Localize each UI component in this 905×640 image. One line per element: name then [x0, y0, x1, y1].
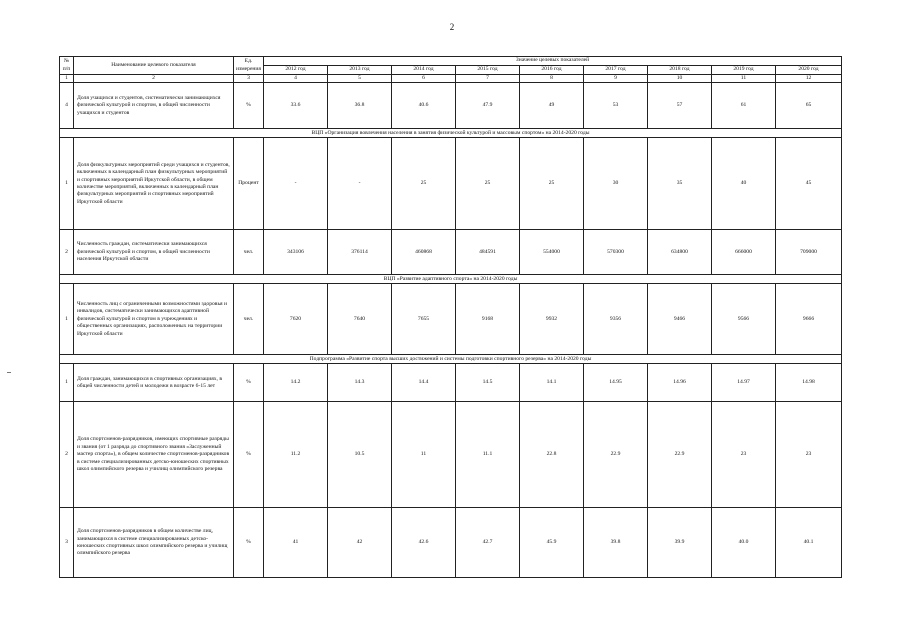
section-row — [60, 129, 842, 138]
index-cell: 3 — [234, 75, 264, 83]
header-year: 2015 год — [456, 66, 520, 75]
section-title: Подпрограмма «Развитие спорта высших достижений и системы подготовки спортивного резерва» на 2014-2020 годы — [60, 355, 842, 364]
row-value: 10.5 — [328, 402, 392, 508]
row-value: 14.96 — [648, 364, 712, 402]
row-value: 53 — [584, 83, 648, 129]
row-unit: чел. — [234, 284, 264, 355]
row-value: 33.6 — [264, 83, 328, 129]
row-value: 45 — [776, 138, 842, 230]
targets-table — [59, 56, 842, 578]
row-num: 3 — [60, 508, 74, 578]
row-value: 554000 — [520, 230, 584, 275]
row-value: 61 — [712, 83, 776, 129]
row-num: 1 — [60, 138, 74, 230]
row-value: 25 — [392, 138, 456, 230]
row-value: 9466 — [648, 284, 712, 355]
row-value: 14.1 — [520, 364, 584, 402]
table-row — [60, 402, 842, 508]
row-value: 42.7 — [456, 508, 520, 578]
section-title: ВЦП «Организация вовлечения населения в занятия физической культурой и массовым спортом» на 2014-2020 годы — [60, 129, 842, 138]
index-cell: 6 — [392, 75, 456, 83]
row-value: 35 — [648, 138, 712, 230]
row-value: 23 — [776, 402, 842, 508]
row-name: Доля спортсменов-разрядников, имеющих спортивные разряды и звания (от 1 разряда до спортивного звания «Заслуженный мастер спорта»), в общем количестве спортсменов-разрядников в системе специализированных детско-юношеских спортивных школ олимпийского резерва и училищ олимпийского резерва — [74, 402, 234, 508]
row-name: Численность граждан, систематически занимающихся физической культурой и спортом, в общей численности населения Иркутской области — [74, 230, 234, 275]
row-value: 14.4 — [392, 364, 456, 402]
header-num: № п/п — [60, 57, 74, 75]
index-cell: 5 — [328, 75, 392, 83]
table-row — [60, 138, 842, 230]
header-year: 2019 год — [712, 66, 776, 75]
row-unit: % — [234, 364, 264, 402]
row-value: 11 — [392, 402, 456, 508]
table-row — [60, 364, 842, 402]
row-unit: чел. — [234, 230, 264, 275]
header-year: 2018 год — [648, 66, 712, 75]
row-value: - — [264, 138, 328, 230]
row-value: 9932 — [520, 284, 584, 355]
row-value: 40.1 — [776, 508, 842, 578]
row-value: 14.3 — [328, 364, 392, 402]
row-value: 42 — [328, 508, 392, 578]
row-num: 2 — [60, 230, 74, 275]
index-cell: 10 — [648, 75, 712, 83]
row-name: Численность лиц с ограниченными возможностями здоровья и инвалидов, систематически занимающихся адаптивной физической культурой и спортом в учреждениях и общественных организациях, расположенных на территории Иркутской области — [74, 284, 234, 355]
row-value: 25 — [520, 138, 584, 230]
row-value: 23 — [712, 402, 776, 508]
row-num: 1 — [60, 364, 74, 402]
row-value: 14.2 — [264, 364, 328, 402]
row-value: 40.6 — [392, 83, 456, 129]
row-name: Доля спортсменов-разрядников в общем количестве лиц, занимающихся в системе специализированных детско-юношеских спортивных школ олимпийского резерва и училищ олимпийского резерва — [74, 508, 234, 578]
row-unit: % — [234, 83, 264, 129]
header-row-group — [60, 57, 842, 66]
index-cell: 2 — [74, 75, 234, 83]
row-value: 14.95 — [584, 364, 648, 402]
table-row — [60, 508, 842, 578]
index-cell: 4 — [264, 75, 328, 83]
row-value: 36.8 — [328, 83, 392, 129]
row-value: 570300 — [584, 230, 648, 275]
row-value: 376114 — [328, 230, 392, 275]
row-value: 484591 — [456, 230, 520, 275]
row-value: 7655 — [392, 284, 456, 355]
header-name: Наименование целевого показателя — [74, 57, 234, 75]
row-num: 4 — [60, 83, 74, 129]
row-unit: % — [234, 402, 264, 508]
row-value: 49 — [520, 83, 584, 129]
row-num: 1 — [60, 284, 74, 355]
row-value: 634800 — [648, 230, 712, 275]
row-value: 709000 — [776, 230, 842, 275]
header-year: 2013 год — [328, 66, 392, 75]
row-value: 11.2 — [264, 402, 328, 508]
row-value: 9356 — [584, 284, 648, 355]
row-num: 2 — [60, 402, 74, 508]
row-value: 22.9 — [648, 402, 712, 508]
section-title: ВЦП «Развитие адаптивного спорта» на 2014-2020 годы — [60, 275, 842, 284]
row-value: 39.9 — [648, 508, 712, 578]
header-year: 2017 год — [584, 66, 648, 75]
row-value: 22.8 — [520, 402, 584, 508]
index-cell: 1 — [60, 75, 74, 83]
row-value: 47.9 — [456, 83, 520, 129]
row-value: 40.0 — [712, 508, 776, 578]
row-value: 42.6 — [392, 508, 456, 578]
index-cell: 9 — [584, 75, 648, 83]
row-unit: % — [234, 508, 264, 578]
row-value: 41 — [264, 508, 328, 578]
row-value: 9566 — [712, 284, 776, 355]
header-year: 2016 год — [520, 66, 584, 75]
page-number: 2 — [449, 22, 455, 32]
section-row — [60, 275, 842, 284]
row-value: 14.97 — [712, 364, 776, 402]
row-name: Доля учащихся и студентов, систематически занимающихся физической культурой и спортом, в общей численности учащихся и студентов — [74, 83, 234, 129]
table-row — [60, 230, 842, 275]
row-value: 22.9 — [584, 402, 648, 508]
row-value: 30 — [584, 138, 648, 230]
row-value: 7640 — [328, 284, 392, 355]
index-cell: 11 — [712, 75, 776, 83]
row-value: 343106 — [264, 230, 328, 275]
index-row — [60, 75, 842, 83]
row-value: 40 — [712, 138, 776, 230]
row-value: 9666 — [776, 284, 842, 355]
section-row — [60, 355, 842, 364]
row-value: 25 — [456, 138, 520, 230]
row-value: 57 — [648, 83, 712, 129]
row-value: 39.8 — [584, 508, 648, 578]
index-cell: 8 — [520, 75, 584, 83]
row-value: 7620 — [264, 284, 328, 355]
row-name: Доля граждан, занимающихся в спортивных организациях, в общей численности детей и молодежи в возрасте 6-15 лет — [74, 364, 234, 402]
row-value: 65 — [776, 83, 842, 129]
row-value: 666000 — [712, 230, 776, 275]
row-value: 460868 — [392, 230, 456, 275]
header-year: 2020 год — [776, 66, 842, 75]
margin-mark — [7, 372, 11, 373]
row-value: 9168 — [456, 284, 520, 355]
row-value: 14.98 — [776, 364, 842, 402]
header-unit: Ед. измерения — [234, 57, 264, 75]
index-cell: 12 — [776, 75, 842, 83]
row-value: 14.5 — [456, 364, 520, 402]
header-values-group: Значение целевых показателей — [264, 57, 842, 66]
header-year: 2012 год — [264, 66, 328, 75]
table-row — [60, 284, 842, 355]
index-cell: 7 — [456, 75, 520, 83]
header-year: 2014 год — [392, 66, 456, 75]
row-unit: Процент — [234, 138, 264, 230]
row-value: 45.9 — [520, 508, 584, 578]
row-name: Доля физкультурных мероприятий среди учащихся и студентов, включенных в календарный план физкультурных мероприятий и спортивных мероприятий Иркутской области, в общем количестве мероприятий, включенных в календарный план физкультурных мероприятий и спортивных мероприятий Иркутской области — [74, 138, 234, 230]
row-value: 11.1 — [456, 402, 520, 508]
row-value: - — [328, 138, 392, 230]
table-row — [60, 83, 842, 129]
